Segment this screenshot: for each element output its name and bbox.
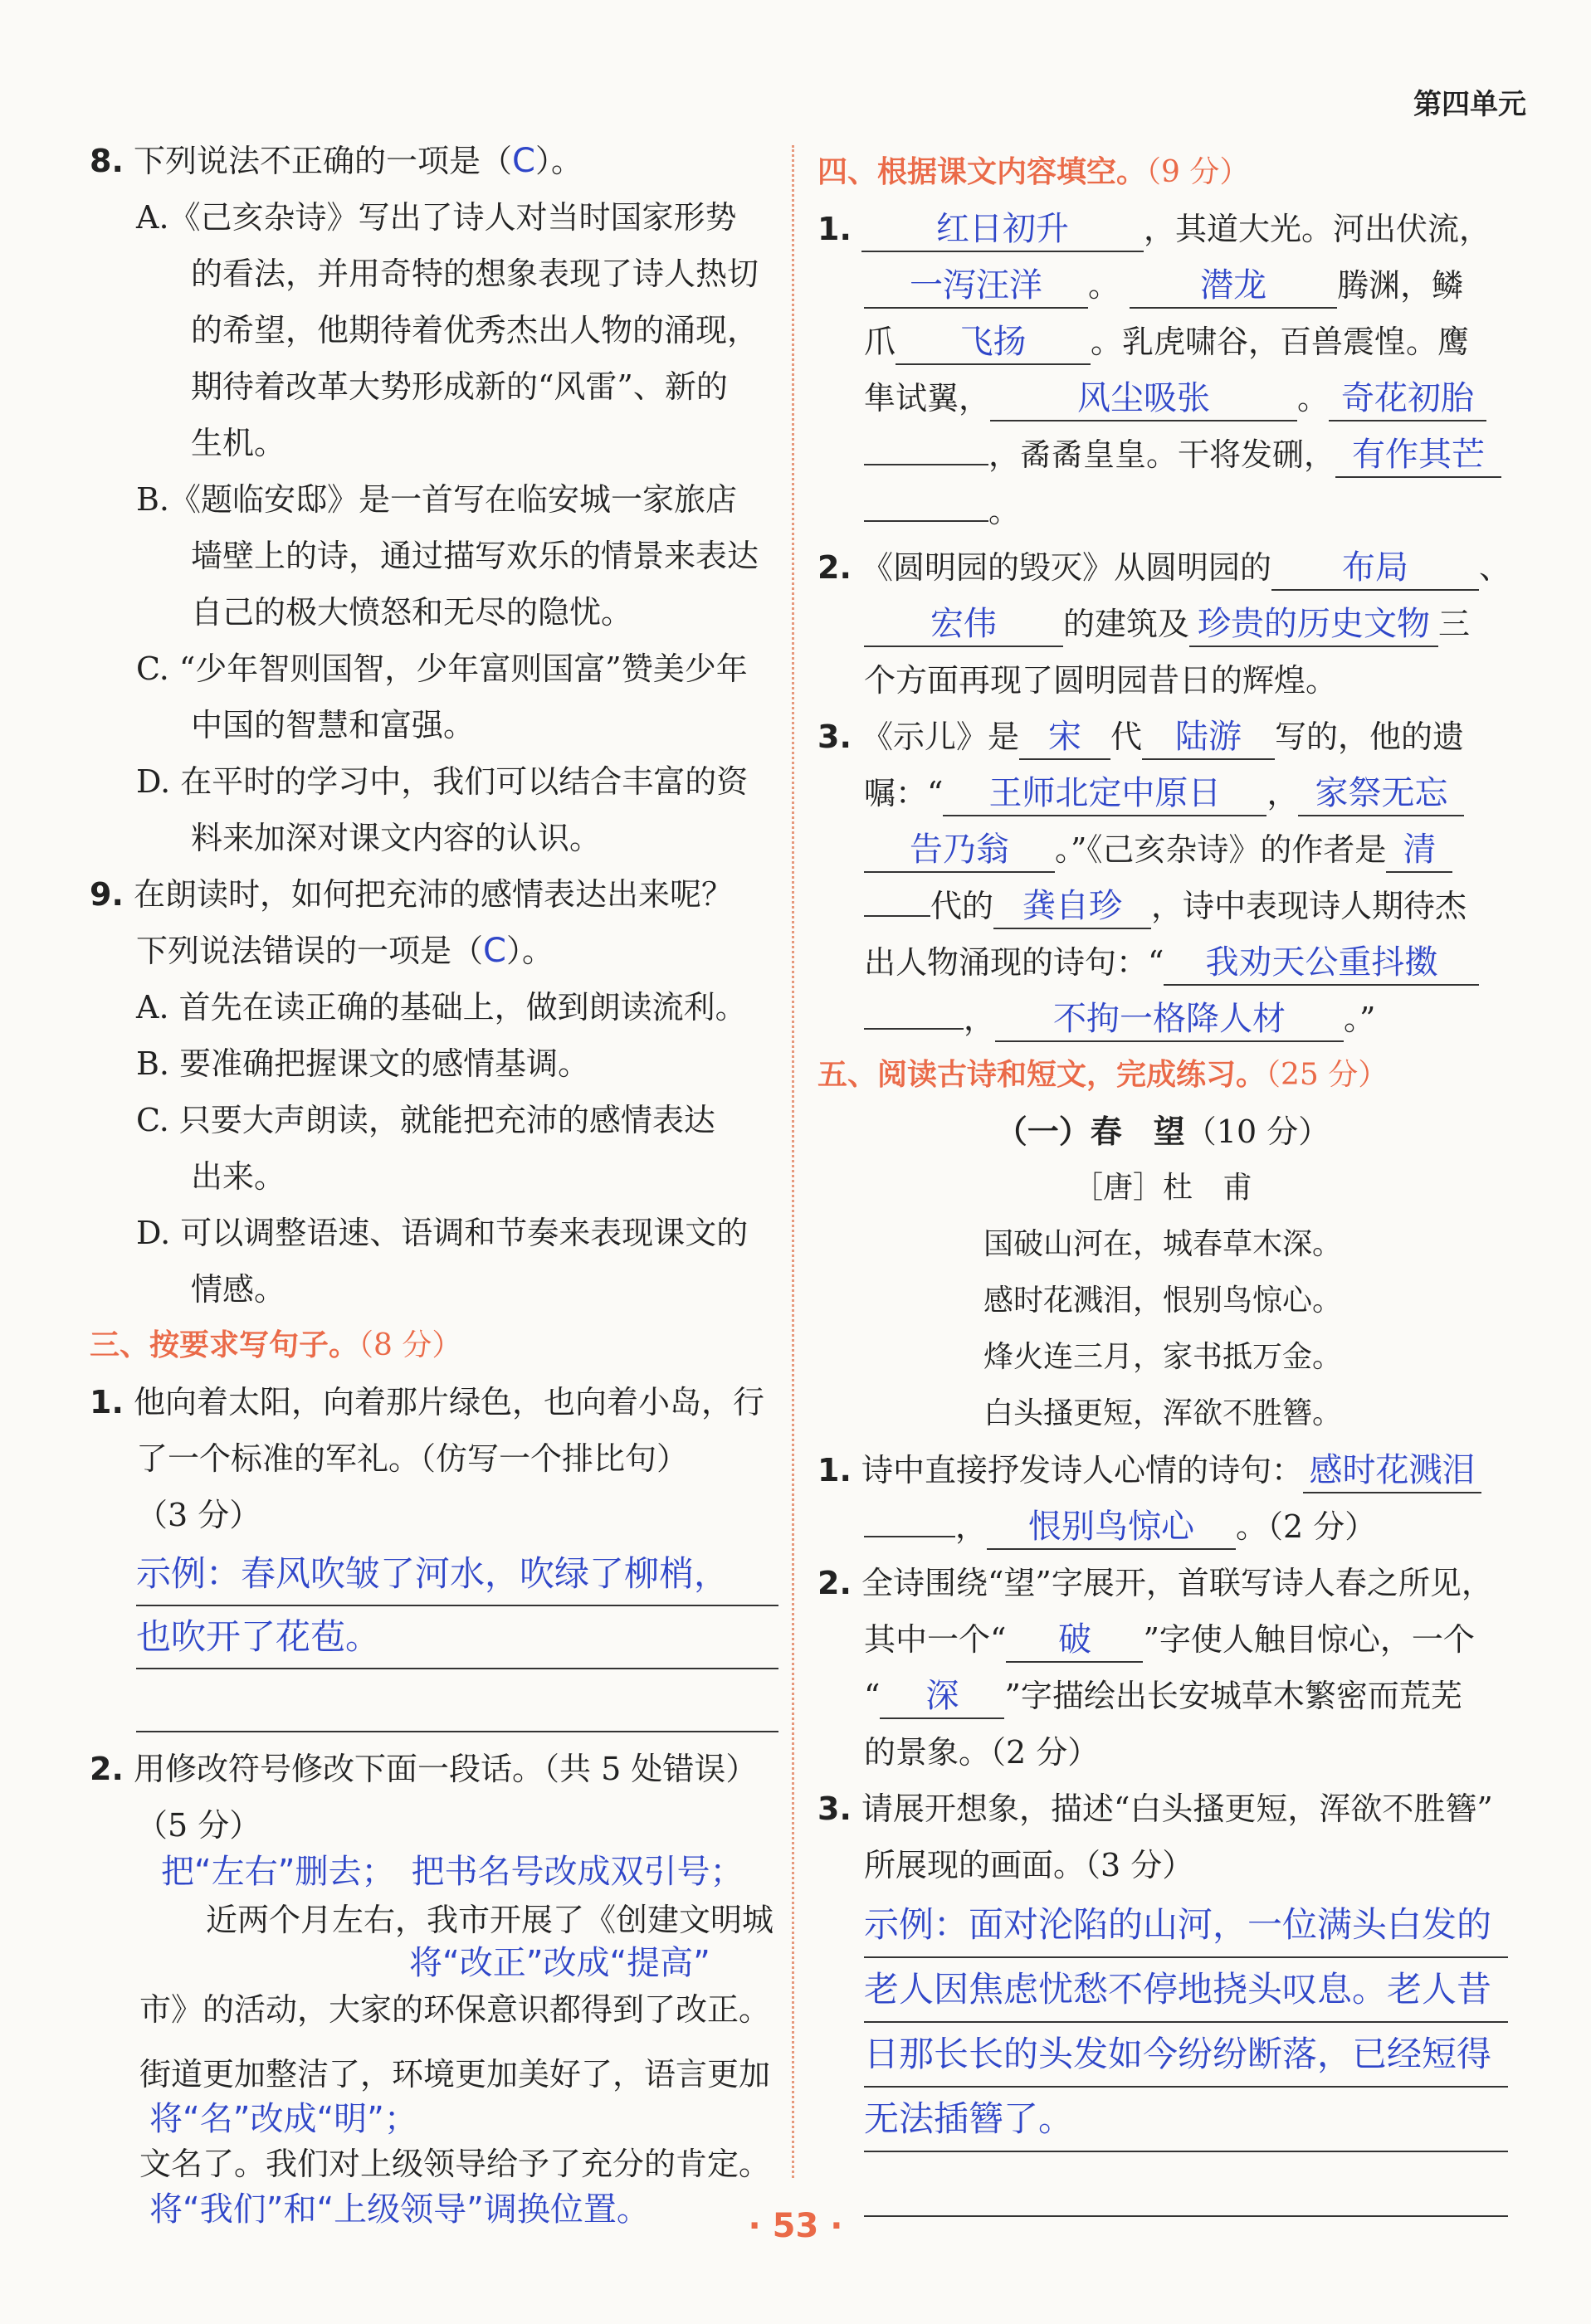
f1-blank-6-cont[interactable] (864, 464, 988, 465)
q8-option-c-line: 中国的智慧和富强。 (191, 707, 476, 743)
r1-blank-1-cont[interactable] (864, 1536, 955, 1537)
f3-blank-3[interactable]: 王师北定中原日 (943, 772, 1266, 816)
q8-option-b-line: 墙壁上的诗，通过描写欢乐的情景来表达 (191, 538, 759, 574)
f3-line-6: ， 不拘一格降人材 。” (817, 991, 1508, 1047)
poem-line: 白头搔更短，浑欲不胜簪。 (983, 1396, 1342, 1430)
s2-paragraph-line-3: 街道更加整洁了，环境更加美好了，语言更加 (139, 2056, 771, 2093)
s1-answer-line-3[interactable] (136, 1669, 778, 1732)
f3-line-1: 3. 《示儿》是 宋 代 陆游 写的，他的遗 (817, 709, 1508, 765)
f1-blank-3[interactable]: 潜龙 (1130, 264, 1337, 309)
s2-paragraph-line-1: 近两个月左右，我市开展了《创建文明城 (206, 1902, 774, 1938)
q9-stem-2: 下列说法错误的一项是（C）。 (136, 932, 554, 970)
f1-blank-4[interactable]: 飞扬 (896, 320, 1091, 365)
f3-blank-7[interactable]: 龚自珍 (993, 884, 1151, 929)
page-number: · 53 · (748, 2207, 843, 2245)
f1-line-4: 隼试翼， 风尘吸张 。 奇花初胎 (817, 370, 1508, 426)
poem-author: ［唐］杜 甫 (1072, 1171, 1252, 1205)
f1-blank-2[interactable]: 一泻汪洋 (864, 264, 1088, 309)
q8-option-d: D. 在平时的学习中，我们可以结合丰富的资 (136, 763, 749, 800)
q9-option-b: B. 要准确把握课文的感情基调。 (136, 1045, 590, 1082)
q9-answer: C (483, 932, 506, 970)
section-5-title: 五、阅读古诗和短文，完成练习。（25 分） (817, 1058, 1388, 1092)
q8-option-a-line: 的看法，并用奇特的想象表现了诗人热切 (191, 256, 759, 292)
q8-stem: 8. 下列说法不正确的一项是（C）。 (90, 142, 583, 180)
f2-blank-2[interactable]: 宏伟 (864, 602, 1063, 647)
unit-header: 第四单元 (1413, 88, 1526, 121)
r2-line-1: 2. 全诗围绕“望”字展开，首联写诗人春之所见， (817, 1565, 1493, 1601)
r1-line-1: 1. 诗中直接抒发诗人心情的诗句： 感时花溅泪 (817, 1442, 1508, 1498)
s2-correction-note-2: 将“改正”改成“提高” (409, 1944, 710, 1982)
poem-line: 烽火连三月，家书抵万金。 (983, 1340, 1342, 1374)
q9-option-c-line: 出来。 (191, 1158, 286, 1195)
r2-line-2: 其中一个“ 破 ”字使人触目惊心，一个 (817, 1611, 1508, 1668)
r2-line-3: “ 深 ”字描绘出长安城草木繁密而荒芜 (817, 1668, 1508, 1724)
q8-option-a-line: 生机。 (191, 425, 286, 461)
f1-blank-7[interactable]: 有作其芒 (1335, 433, 1501, 478)
column-divider (792, 145, 794, 2178)
f3-blank-8[interactable]: 我劝天公重抖擞 (1164, 941, 1479, 986)
q8-option-c: C. “少年智则国智，少年富则国富”赞美少年 (136, 650, 748, 687)
s1-answer-line-2[interactable]: 也吹开了花苞。 (136, 1606, 778, 1669)
r1-line-2: ， 恨别鸟惊心 。（2 分） (817, 1498, 1508, 1555)
r3-answer-line-4[interactable]: 无法插簪了。 (864, 2088, 1508, 2152)
f1-blank-1[interactable]: 红日初升 (861, 207, 1144, 252)
s1-stem-2: 了一个标准的军礼。（仿写一个排比句） (136, 1440, 689, 1477)
section-3-title: 三、按要求写句子。（8 分） (90, 1328, 462, 1362)
f1-blank-5[interactable]: 风尘吸张 (990, 377, 1297, 421)
f1-blank-6[interactable]: 奇花初胎 (1329, 377, 1486, 421)
r2-blank-2[interactable]: 深 (880, 1674, 1004, 1719)
s1-answer-line-1[interactable]: 示例：春风吹皱了河水，吹绿了柳梢， (136, 1543, 778, 1606)
f3-blank-2[interactable]: 陆游 (1142, 715, 1275, 760)
poem-line: 感时花溅泪，恨别鸟惊心。 (983, 1284, 1342, 1318)
f2-blank-1[interactable]: 布局 (1271, 546, 1479, 591)
section-4-title: 四、根据课文内容填空。（9 分） (817, 155, 1250, 189)
f3-blank-9[interactable]: 不拘一格降人材 (995, 997, 1344, 1042)
f1-line-6: 。 (817, 483, 1508, 539)
q8-option-a: A.《己亥杂诗》写出了诗人对当时国家形势 (136, 199, 737, 236)
r3-line-2: 所展现的画面。（3 分） (864, 1847, 1194, 1883)
q9-option-a: A. 首先在读正确的基础上，做到朗读流利。 (136, 989, 747, 1026)
q9-option-d-line: 情感。 (191, 1271, 286, 1308)
q9-option-d: D. 可以调整语速、语调和节奏来表现课文的 (136, 1215, 749, 1251)
f1-line-1: 1. 红日初升 ，其道大光。河出伏流， (817, 201, 1508, 257)
f3-blank-8-cont[interactable] (864, 1028, 964, 1030)
s1-stem: 1. 他向着太阳，向着那片绿色，也向着小岛，行 (90, 1384, 764, 1420)
f1-line-2: 一泻汪洋 。 潜龙 腾渊，鳞 (817, 257, 1508, 314)
f2-line-2: 宏伟 的建筑及 珍贵的历史文物 三 (817, 596, 1508, 652)
s2-stem: 2. 用修改符号修改下面一段话。（共 5 处错误） (90, 1751, 758, 1787)
f1-line-5: ，矞矞皇皇。干将发硎， 有作其芒 (817, 426, 1508, 483)
s1-points: （3 分） (136, 1497, 261, 1533)
s2-points: （5 分） (136, 1807, 261, 1844)
q9-stem: 9. 在朗读时，如何把充沛的感情表达出来呢？ (90, 876, 733, 913)
f3-line-4: 代的 龚自珍 ，诗中表现诗人期待杰 (817, 878, 1508, 934)
f3-blank-6[interactable]: 清 (1386, 828, 1452, 873)
f3-blank-5[interactable]: 告乃翁 (864, 828, 1055, 873)
r3-answer-line-2[interactable]: 老人因焦虑忧愁不停地挠头叹息。老人昔 (864, 1958, 1508, 2023)
f2-line-1: 2. 《圆明园的毁灭》从圆明园的 布局 、 (817, 539, 1508, 596)
q9-option-c: C. 只要大声朗读，就能把充沛的感情表达 (136, 1102, 715, 1138)
left-column (90, 133, 778, 2230)
q8-option-d-line: 料来加深对课文内容的认识。 (191, 820, 602, 856)
poem-heading: （一）春 望（10 分） (995, 1113, 1330, 1150)
q8-option-a-line: 期待着改革大势形成新的“风雷”、新的 (191, 368, 728, 405)
q8-option-b-line: 自己的极大愤怒和无尽的隐忧。 (191, 594, 633, 631)
s2-correction-note-4: 将“我们”和“上级领导”调换位置。 (149, 2190, 650, 2229)
f3-blank-1[interactable]: 宋 (1019, 715, 1110, 760)
s2-correction-note-1: 把“左右”删去； 把书名号改成双引号； (161, 1853, 744, 1891)
r2-line-4: 的景象。（2 分） (864, 1734, 1100, 1771)
right-column (817, 149, 1511, 2217)
f2-blank-3[interactable]: 珍贵的历史文物 (1189, 602, 1438, 647)
r3-answer-line-1[interactable]: 示例：面对沦陷的山河，一位满头白发的 (864, 1893, 1508, 1958)
s2-paragraph-line-4: 文名了。我们对上级领导给予了充分的肯定。 (139, 2146, 771, 2182)
r1-blank-2[interactable]: 恨别鸟惊心 (987, 1505, 1236, 1550)
q8-option-b: B.《题临安邸》是一首写在临安城一家旅店 (136, 481, 738, 518)
f1-blank-7-cont[interactable] (864, 520, 988, 522)
f3-blank-6-cont[interactable] (864, 915, 930, 917)
q8-answer: C (512, 142, 535, 180)
r2-blank-1[interactable]: 破 (1006, 1618, 1143, 1663)
r3-answer-line-3[interactable]: 日那长长的头发如今纷纷断落，已经短得 (864, 2023, 1508, 2088)
r1-blank-1[interactable]: 感时花溅泪 (1303, 1449, 1481, 1493)
f3-blank-4[interactable]: 家祭无忘 (1298, 772, 1464, 816)
s2-paragraph-line-2: 市》的活动，大家的环保意识都得到了改正。 (139, 1991, 771, 2028)
f2-line-3: 个方面再现了圆明园昔日的辉煌。 (864, 662, 1338, 699)
f1-line-3: 爪 飞扬 。乳虎啸谷，百兽震惶。鹰 (817, 314, 1508, 370)
s2-correction-note-3: 将“名”改成“明”； (149, 2100, 417, 2138)
f3-line-5: 出人物涌现的诗句：“ 我劝天公重抖擞 (817, 934, 1508, 991)
r3-line-1: 3. 请展开想象，描述“白头搔更短，浑欲不胜簪” (817, 1791, 1493, 1827)
q8-option-a-line: 的希望，他期待着优秀杰出人物的涌现， (191, 312, 759, 348)
f3-line-2: 嘱：“ 王师北定中原日 ， 家祭无忘 (817, 765, 1508, 821)
poem-line: 国破山河在，城春草木深。 (983, 1227, 1342, 1261)
f3-line-3: 告乃翁 。”《己亥杂诗》的作者是 清 (817, 821, 1508, 878)
